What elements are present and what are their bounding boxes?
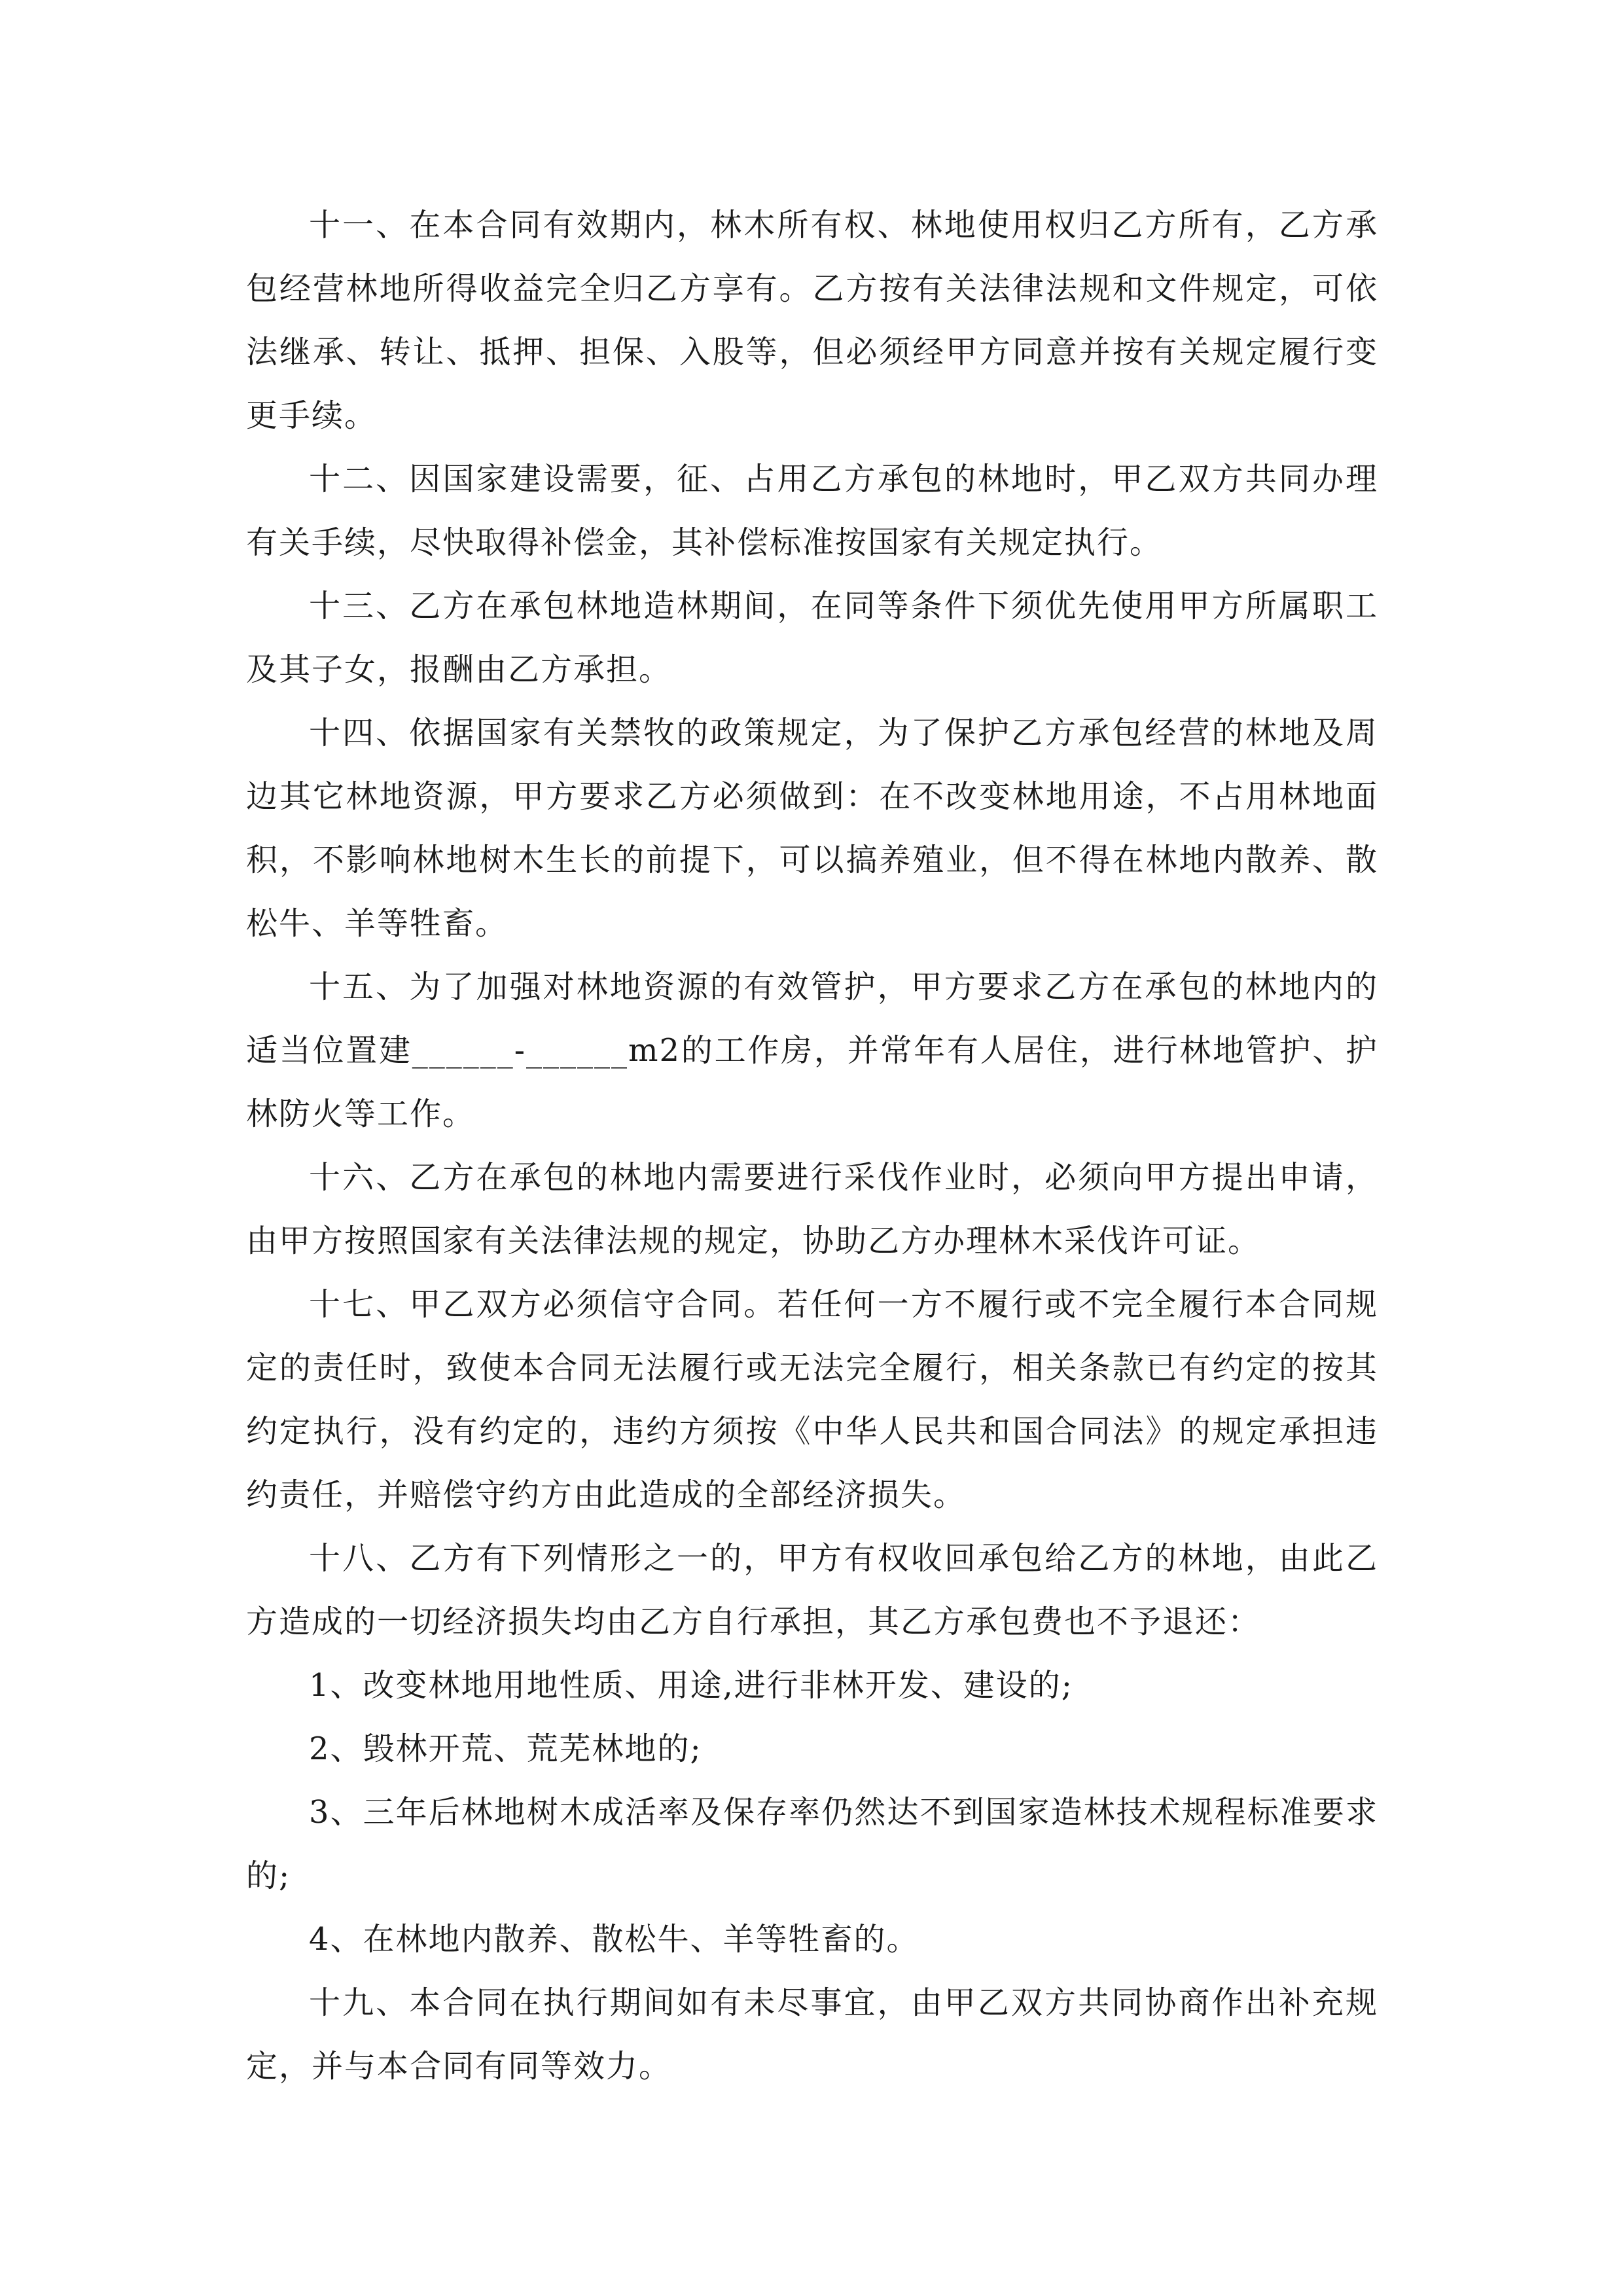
clause-18-item-2: 2、毁林开荒、荒芜林地的; xyxy=(309,1731,702,1767)
clause-13: 十三、乙方在承包林地造林期间，在同等条件下须优先使用甲方所属职工及其子女，报酬由乙方承担。 xyxy=(246,588,1378,688)
clause-16: 十六、乙方在承包的林地内需要进行采伐作业时，必须向甲方提出申请，由甲方按照国家有关法律法规的规定，协助乙方办理林木采伐许可证。 xyxy=(246,1159,1378,1259)
clause-17: 十七、甲乙双方必须信守合同。若任何一方不履行或不完全履行本合同规定的责任时，致使本合同无法履行或无法完全履行，相关条款已有约定的按其约定执行，没有约定的，违约方须按《中华人民共和国合同法》的规定承担违约责任，并赔偿守约方由此造成的全部经济损失。 xyxy=(246,1286,1378,1513)
clause-18-item-4: 4、在林地内散养、散松牛、羊等牲畜的。 xyxy=(309,1921,919,1958)
clause-19: 十九、本合同在执行期间如有未尽事宜，由甲乙双方共同协商作出补充规定，并与本合同有同等效力。 xyxy=(246,1984,1378,2085)
clause-18: 十八、乙方有下列情形之一的，甲方有权收回承包给乙方的林地，由此乙方造成的一切经济损失均由乙方自行承担，其乙方承包费也不予退还： xyxy=(246,1540,1378,1640)
clause-15: 十五、为了加强对林地资源的有效管护，甲方要求乙方在承包的林地内的适当位置建______-______m2的工作房，并常年有人居住，进行林地管护、护林防火等工作。 xyxy=(246,969,1378,1132)
clause-12: 十二、因国家建设需要，征、占用乙方承包的林地时，甲乙双方共同办理有关手续，尽快取得补偿金，其补偿标准按国家有关规定执行。 xyxy=(246,461,1378,561)
clause-18-item-3: 3、三年后林地树木成活率及保存率仍然达不到国家造林技术规程标准要求的; xyxy=(246,1794,1378,1894)
clause-14: 十四、依据国家有关禁牧的政策规定，为了保护乙方承包经营的林地及周边其它林地资源，甲方要求乙方必须做到：在不改变林地用途，不占用林地面积，不影响林地树木生长的前提下，可以搞养殖业，但不得在林地内散养、散松牛、羊等牲畜。 xyxy=(246,715,1378,942)
clause-11: 十一、在本合同有效期内，林木所有权、林地使用权归乙方所有，乙方承包经营林地所得收益完全归乙方享有。乙方按有关法律法规和文件规定，可依法继承、转让、抵押、担保、入股等，但必须经甲方同意并按有关规定履行变更手续。 xyxy=(246,207,1378,434)
document-body xyxy=(246,194,1378,2098)
clause-18-item-1: 1、改变林地用地性质、用途,进行非林开发、建设的; xyxy=(309,1667,1073,1704)
